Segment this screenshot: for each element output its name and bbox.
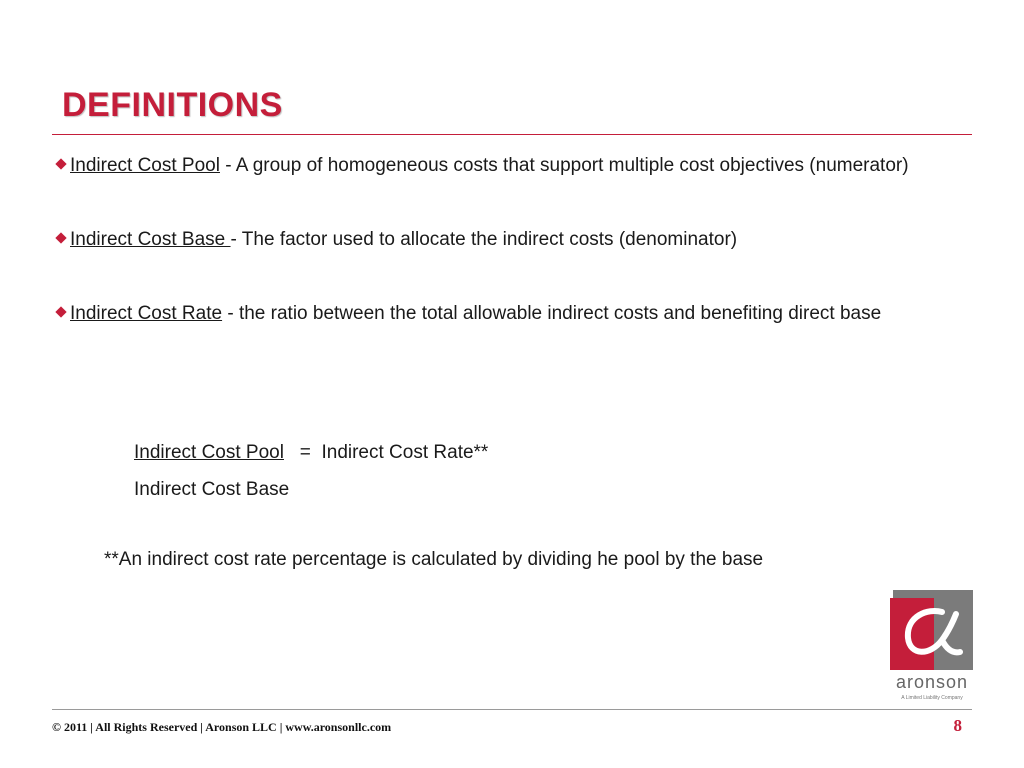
definition-text: - the ratio between the total allowable indirect costs and benefiting direct base <box>222 303 882 324</box>
definition-item <box>54 150 944 181</box>
footnote: **An indirect cost rate percentage is calculated by dividing he pool by the base <box>104 549 764 570</box>
page-number: 8 <box>953 716 962 735</box>
formula-numerator: Indirect Cost Pool <box>134 442 284 463</box>
bullet-diamond-icon <box>55 307 66 318</box>
footer-divider <box>52 709 972 710</box>
logo-tagline: A Limited Liability Company <box>901 695 963 701</box>
formula-top-row <box>134 434 488 471</box>
definitions-list <box>54 150 944 329</box>
footer-copyright: © 2011 | All Rights Reserved | Aronson LLC | www.aronsonllc.com <box>52 720 392 734</box>
cost-rate-formula <box>134 434 488 508</box>
definition-text: - A group of homogeneous costs that support multiple cost objectives (numerator) <box>219 155 909 176</box>
aronson-logo <box>890 590 974 706</box>
logo-wordmark: aronson <box>895 672 969 692</box>
definition-item <box>54 298 944 329</box>
alpha-icon <box>890 590 974 670</box>
definition-term: Indirect Cost Base <box>70 229 231 250</box>
formula-equals: = <box>283 442 322 463</box>
formula-result: Indirect Cost Rate** <box>321 442 489 463</box>
definition-term: Indirect Cost Pool <box>70 155 220 176</box>
title-divider <box>52 134 972 135</box>
definition-text: - The factor used to allocate the indirect costs (denominator) <box>230 229 738 250</box>
formula-denominator: Indirect Cost Base <box>134 479 290 500</box>
definition-term: Indirect Cost Rate <box>70 303 223 324</box>
definition-item <box>54 224 944 255</box>
bullet-diamond-icon <box>55 159 66 170</box>
bullet-diamond-icon <box>55 233 66 244</box>
slide-title: DEFINITIONS <box>62 86 283 124</box>
